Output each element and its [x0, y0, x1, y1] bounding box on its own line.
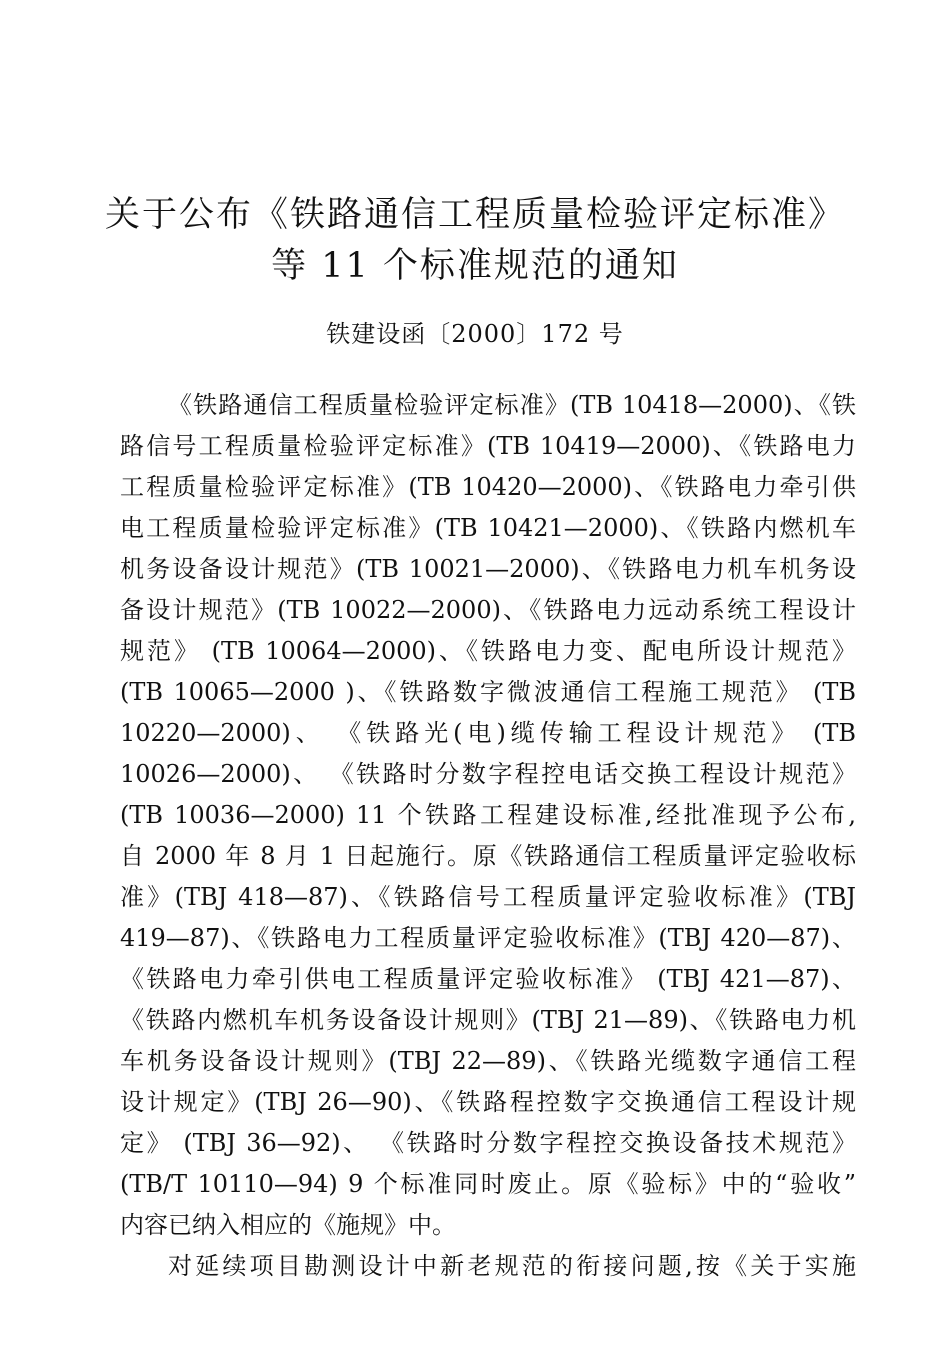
document-number: 铁建设函〔2000〕172 号 [326, 320, 624, 348]
paragraph-line: 路信号工程质量检验评定标准》(TB 10419—2000)、《铁路电力 [120, 432, 856, 460]
paragraph-line: 备设计规范》(TB 10022—2000)、《铁路电力远动系统工程设计 [120, 596, 856, 624]
document-title-line-2: 等 11 个标准规范的通知 [271, 246, 679, 286]
paragraph-line: 《铁路电力牵引供电工程质量评定验收标准》 (TBJ 421—87)、 [120, 965, 856, 993]
paragraph-line: 10220—2000)、 《铁路光(电)缆传输工程设计规范》 (TB [120, 719, 856, 747]
paragraph-line: 电工程质量检验评定标准》(TB 10421—2000)、《铁路内燃机车 [120, 514, 856, 542]
paragraph-line: 工程质量检验评定标准》(TB 10420—2000)、《铁路电力牵引供 [120, 473, 856, 501]
paragraph-line: 自 2000 年 8 月 1 日起施行。原《铁路通信工程质量评定验收标 [120, 842, 856, 870]
paragraph-line: (TB 10036—2000) 11 个铁路工程建设标准,经批准现予公布, [120, 801, 856, 829]
paragraph-line: 设计规定》(TBJ 26—90)、《铁路程控数字交换通信工程设计规 [120, 1088, 856, 1116]
paragraph-line: 10026—2000)、 《铁路时分数字程控电话交换工程设计规范》 [120, 760, 856, 788]
paragraph-line: 准》(TBJ 418—87)、《铁路信号工程质量评定验收标准》(TBJ [120, 883, 856, 911]
document-title-line-1: 关于公布《铁路通信工程质量检验评定标准》 [104, 195, 845, 235]
paragraph-line: (TB 10065—2000 )、《铁路数字微波通信工程施工规范》 (TB [120, 678, 856, 706]
paragraph-line: (TB/T 10110—94) 9 个标准同时废止。原《验标》中的“验收” [120, 1170, 856, 1198]
paragraph-line: 机务设备设计规范》(TB 10021—2000)、《铁路电力机车机务设 [120, 555, 856, 583]
paragraph-line: 规范》 (TB 10064—2000)、《铁路电力变、配电所设计规范》 [120, 637, 856, 665]
paragraph-line: 《铁路内燃机车机务设备设计规则》(TBJ 21—89)、《铁路电力机 [120, 1006, 856, 1034]
paragraph-line: 定》 (TBJ 36—92)、 《铁路时分数字程控交换设备技术规范》 [120, 1129, 856, 1157]
paragraph-line: 419—87)、《铁路电力工程质量评定验收标准》(TBJ 420—87)、 [120, 924, 856, 952]
paragraph-line: 车机务设备设计规则》(TBJ 22—89)、《铁路光缆数字通信工程 [120, 1047, 856, 1075]
paragraph-line: 对延续项目勘测设计中新老规范的衔接问题,按《关于实施 [168, 1252, 856, 1280]
paragraph-line: 《铁路通信工程质量检验评定标准》(TB 10418—2000)、《铁 [168, 391, 856, 419]
paragraph-line: 内容已纳入相应的《施规》中。 [120, 1211, 456, 1239]
